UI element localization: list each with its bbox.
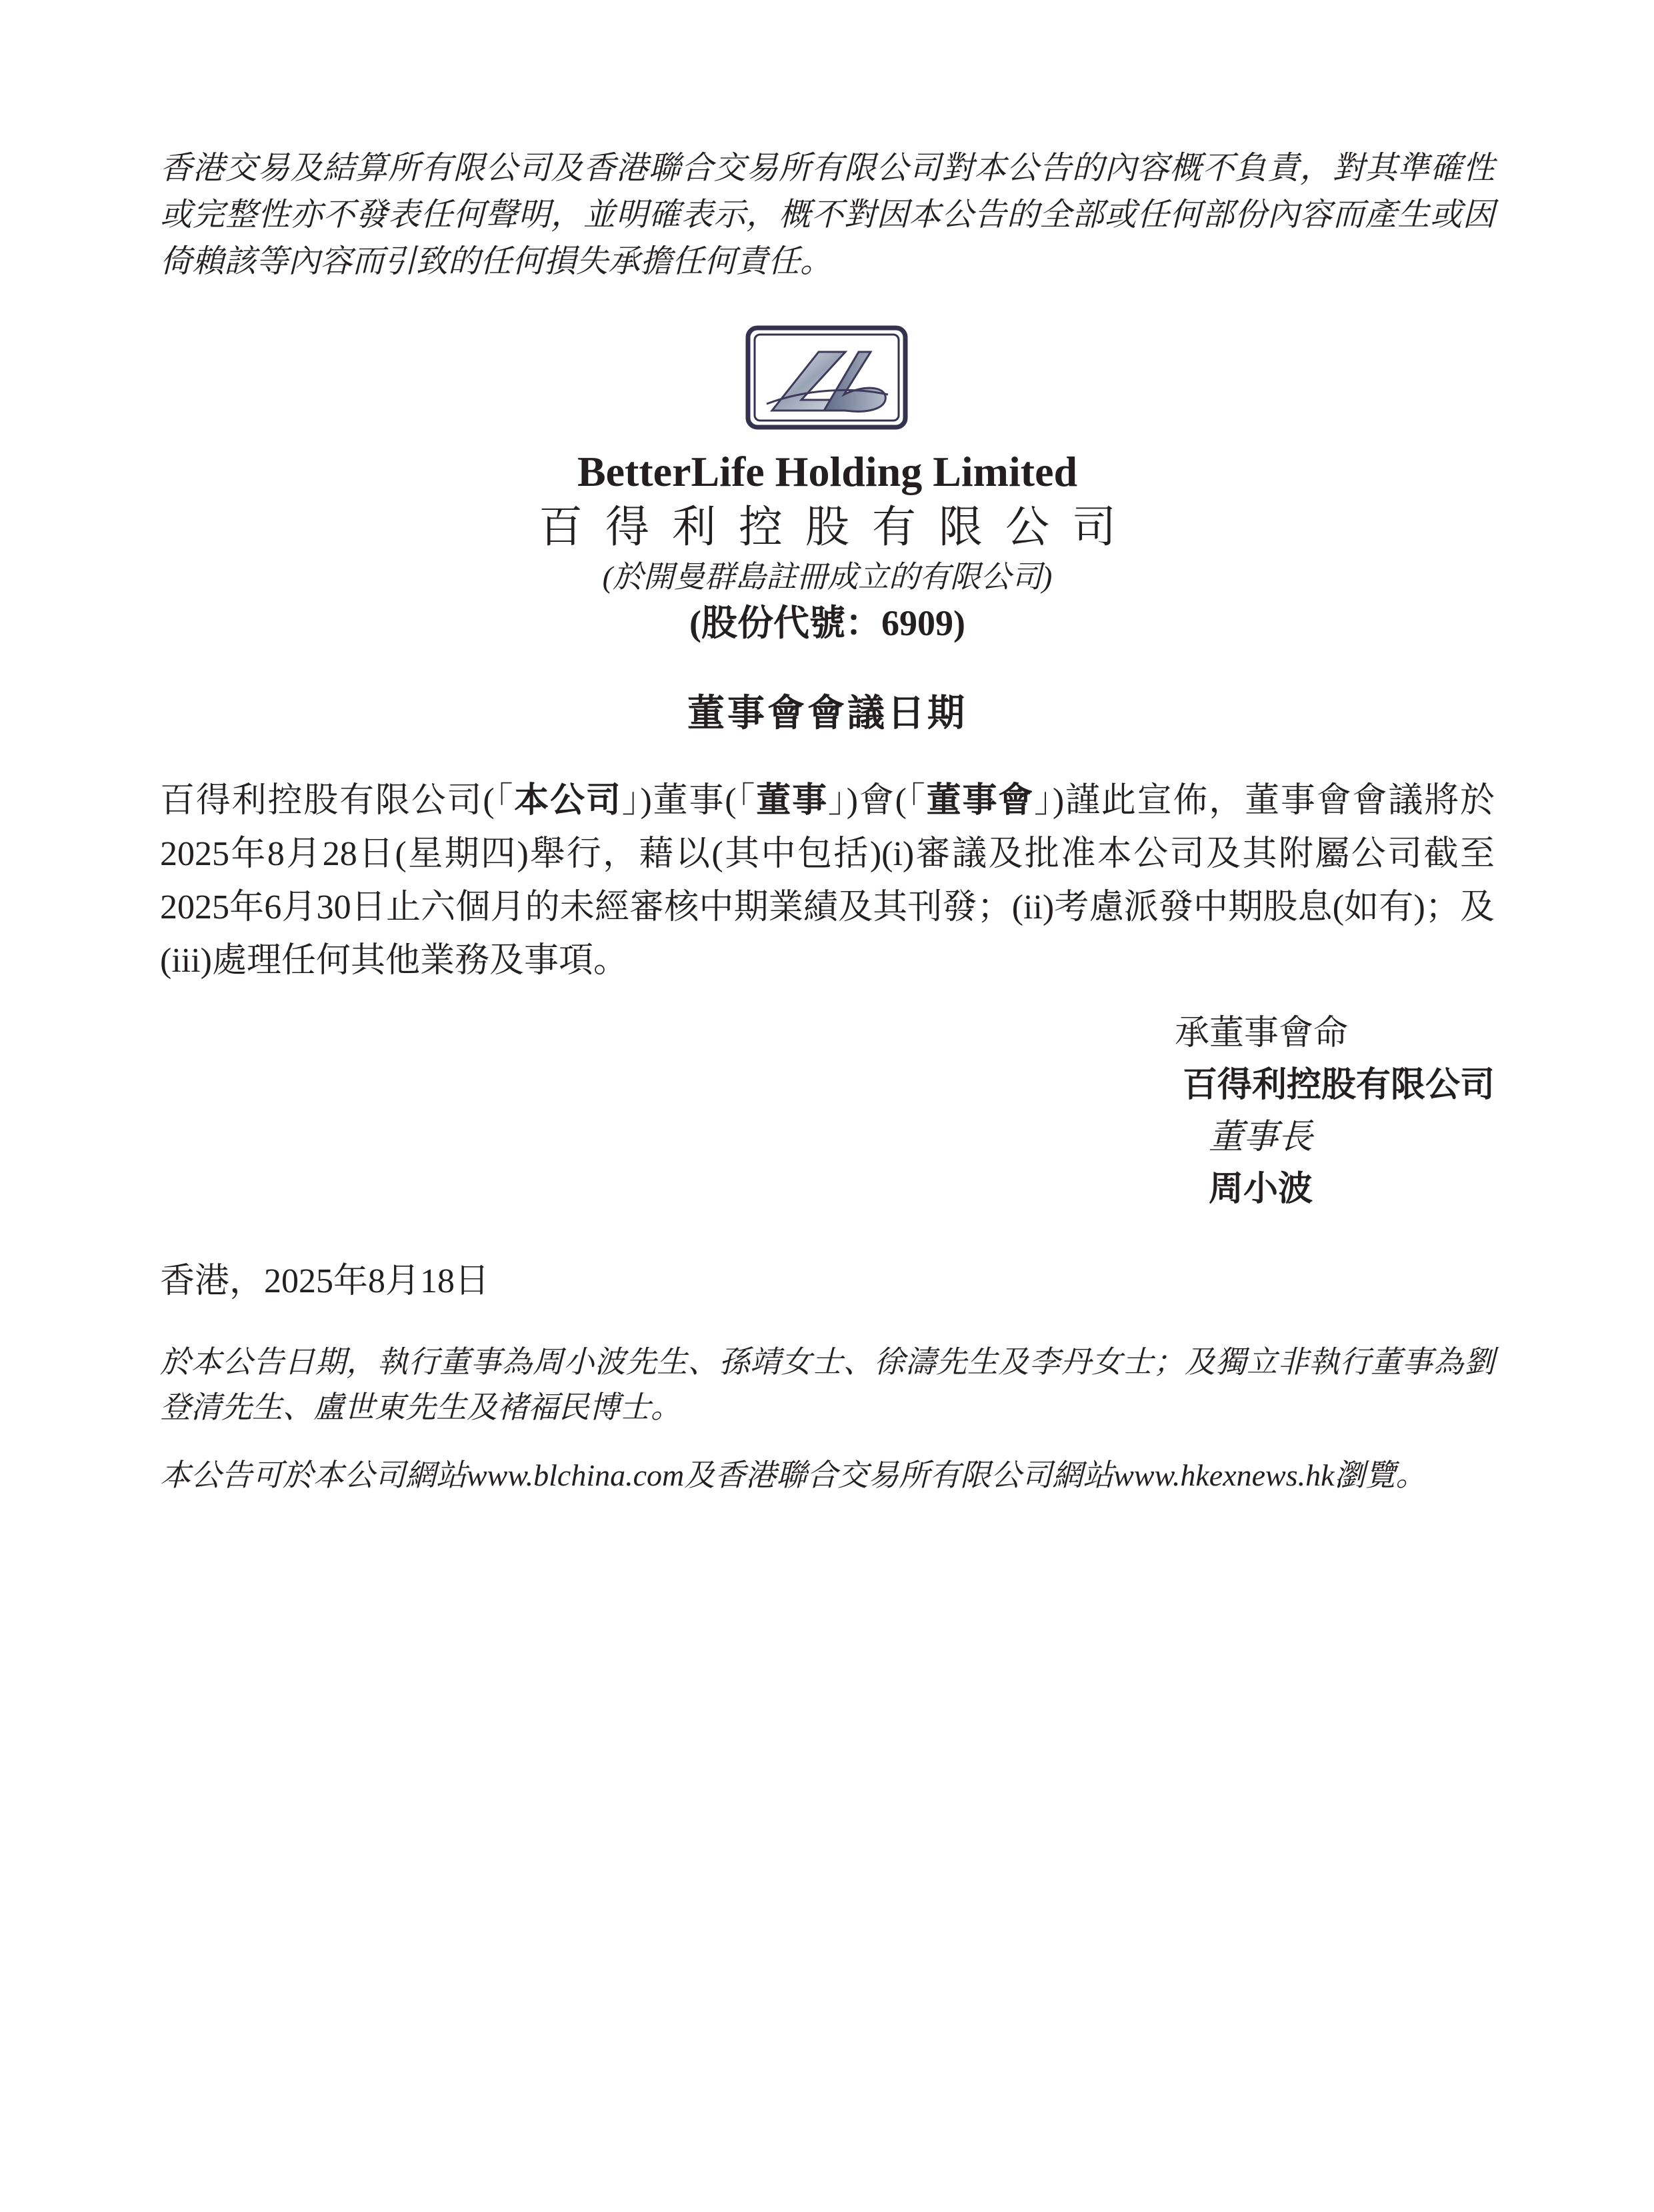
exchange-disclaimer: 香港交易及結算所有限公司及香港聯合交易所有限公司對本公告的內容概不負責，對其準確性或完整性亦不發表任何聲明，並明確表示，概不對因本公告的全部或任何部份內容而產生或因倚賴該等內容而引致的任何損失承擔任何責任。: [160, 151, 1495, 279]
stock-code: (股份代號：6909): [689, 603, 965, 643]
board-composition-note: 於本公告日期，執行董事為周小波先生、孫靖女士、徐濤先生及李丹女士；及獨立非執行董事為劉登清先生、盧世東先生及褚福民博士。: [160, 1345, 1495, 1424]
defined-term-company: 本公司: [514, 782, 622, 820]
signature-company: 百得利控股有限公司: [1182, 1066, 1495, 1104]
betterlife-logo-icon: [745, 325, 908, 430]
incorporation-note: (於開曼群島註冊成立的有限公司): [602, 560, 1053, 594]
announcement-body: [160, 774, 1495, 988]
signatory-position: 董事長: [1208, 1118, 1313, 1156]
defined-term-board: 董事會: [926, 782, 1035, 820]
announcement-page: [160, 0, 1495, 2212]
body-text-segment: 」)會(「: [827, 782, 927, 820]
signatory-name: 周小波: [1208, 1170, 1313, 1208]
website-note: 本公告可於本公司網站www.blchina.com及香港聯合交易所有限公司網站www.hkexnews.hk瀏覽。: [160, 1458, 1427, 1492]
place-and-date: 香港，2025年8月18日: [160, 1262, 490, 1300]
body-text-segment: 」)謹此宣佈，董事會會議將於2025年8月28日(星期四)舉行，藉以(其中包括)(i)審議及批准本公司及其附屬公司截至2025年6月30日止六個月的未經審核中期業績及其刊發；(ii)考慮派發中期股息(如有)；及(iii)處理任何其他業務及事項。: [160, 782, 1495, 980]
signature-block: [1027, 1008, 1495, 1216]
company-name-chinese: 百得利控股有限公司: [539, 503, 1139, 552]
company-name-english: BetterLife Holding Limited: [577, 448, 1078, 495]
by-order-of-board: 承董事會命: [1174, 1014, 1348, 1052]
defined-term-directors: 董事: [756, 782, 828, 820]
body-text-segment: 」)董事(「: [621, 782, 757, 820]
body-text-segment: 百得利控股有限公司(「: [160, 782, 515, 820]
announcement-title: 董事會會議日期: [687, 693, 967, 734]
